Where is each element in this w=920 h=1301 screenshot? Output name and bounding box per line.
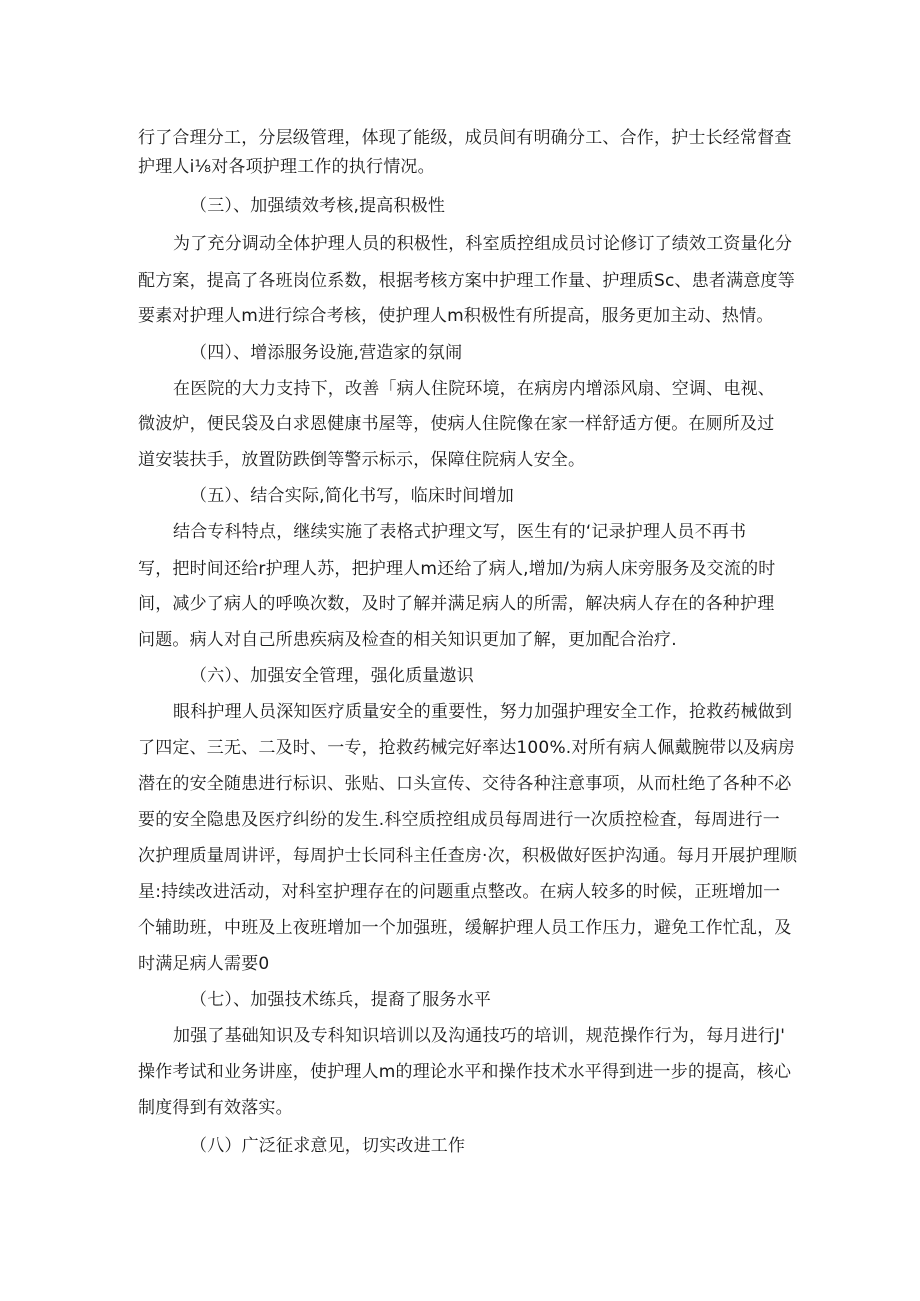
body-line: 操作考试和业务讲座，使护理人m的理论水平和操作技术水平得到进一步的提高，核心: [138, 1062, 792, 1082]
body-line: 护理人i⅛对各项护理工作的执行情况。: [138, 157, 435, 177]
body-line: 问题。病人对自己所患疾病及检查的相关知识更加了解，更加配合治疗.: [138, 630, 677, 650]
body-line: 微波炉，便民袋及白求恩健康书屋等，使病人住院像在家一样舒适方便。在厕所及过: [138, 414, 775, 434]
body-line: 次护理质量周讲评，每周护士长同科主任查房·次，积极做好医护沟通。每月开展护理顺: [138, 846, 798, 866]
body-line: 加强了基础知识及专科知识培训以及沟通技巧的培训，规范操作行为，每月进行J': [173, 1026, 786, 1046]
body-line: 制度得到有效落实。: [138, 1098, 293, 1118]
body-line: 行了合理分工，分层级管理，体现了能级，成员间有明确分工、合作，护士长经常督查: [138, 128, 792, 148]
body-line: 写，把时间还给r护理人苏，把护理人m还给了病人,增加/为病人床旁服务及交流的时: [138, 559, 776, 579]
body-line: 要素对护理人m进行综合考核，使护理人m积极性有所提高，服务更加主动、热情。: [138, 306, 774, 326]
body-line: 道安装扶手，放置防跌倒等警示标示，保障住院病人安全。: [138, 450, 586, 470]
body-line: 结合专科特点，继续实施了表格式护理文写，医生有的‘记录护理人员不再书: [173, 522, 747, 542]
body-line: 潜在的安全随患进行标识、张贴、口头宣传、交待各种注意事项，从而杜绝了各种不必: [138, 774, 792, 794]
body-line: 间，减少了病人的呼唤次数，及时了解并满足病人的所需，解决病人存在的各种护理: [138, 594, 775, 614]
body-line: 了四定、三无、二及时、一专，抢救药械完好率达100%.对所有病人佩戴腕带以及病房: [138, 738, 796, 758]
body-line: 要的安全隐患及医疗纠纷的发生.科空质控组成员每周进行一次质控检査，每周进行一: [138, 810, 781, 830]
body-line: 在医院的大力支持下，改善「病人住院环境，在病房内增添风扇、空调、电视、: [173, 379, 775, 399]
section-heading-7: （七）、加强技术练兵，提裔了服务水平: [190, 990, 492, 1010]
body-line: 时满足病人需要0: [138, 954, 270, 974]
section-heading-6: （六）、加强安全管理，强化质量遨识: [190, 666, 474, 686]
section-heading-4: （四）、增添服务设施,营造家的氛闹: [190, 343, 463, 363]
section-heading-8: （八）广泛征求意见，切实改进工作: [190, 1136, 466, 1156]
body-line: 星:持续改进活动，对科室护理存在的问题重点整改。在病人较多的时候，正班增加一: [138, 882, 781, 902]
body-line: 配方案，提高了各班岗位系数，根据考核方案中护理工作量、护理质Sc、患者满意度等: [138, 271, 795, 291]
body-line: 为了充分调动全体护理人员的积极性，科室质控组成员讨论修订了绩效工资量化分: [173, 234, 793, 254]
section-heading-5: （五）、结合实际,简化书写，临床时间增加: [190, 486, 514, 506]
body-line: 个辅助班，中班及上夜班增加一个加强班，缓解护理人员工作压力，避免工作忙乱，及: [138, 918, 792, 938]
section-heading-3: （三）、加强绩效考核,提高积极性: [190, 196, 446, 216]
body-line: 眼科护理人员深知医疗质量安全的重要性，努力加强护理安全工作，抢救药械做到: [173, 702, 793, 722]
